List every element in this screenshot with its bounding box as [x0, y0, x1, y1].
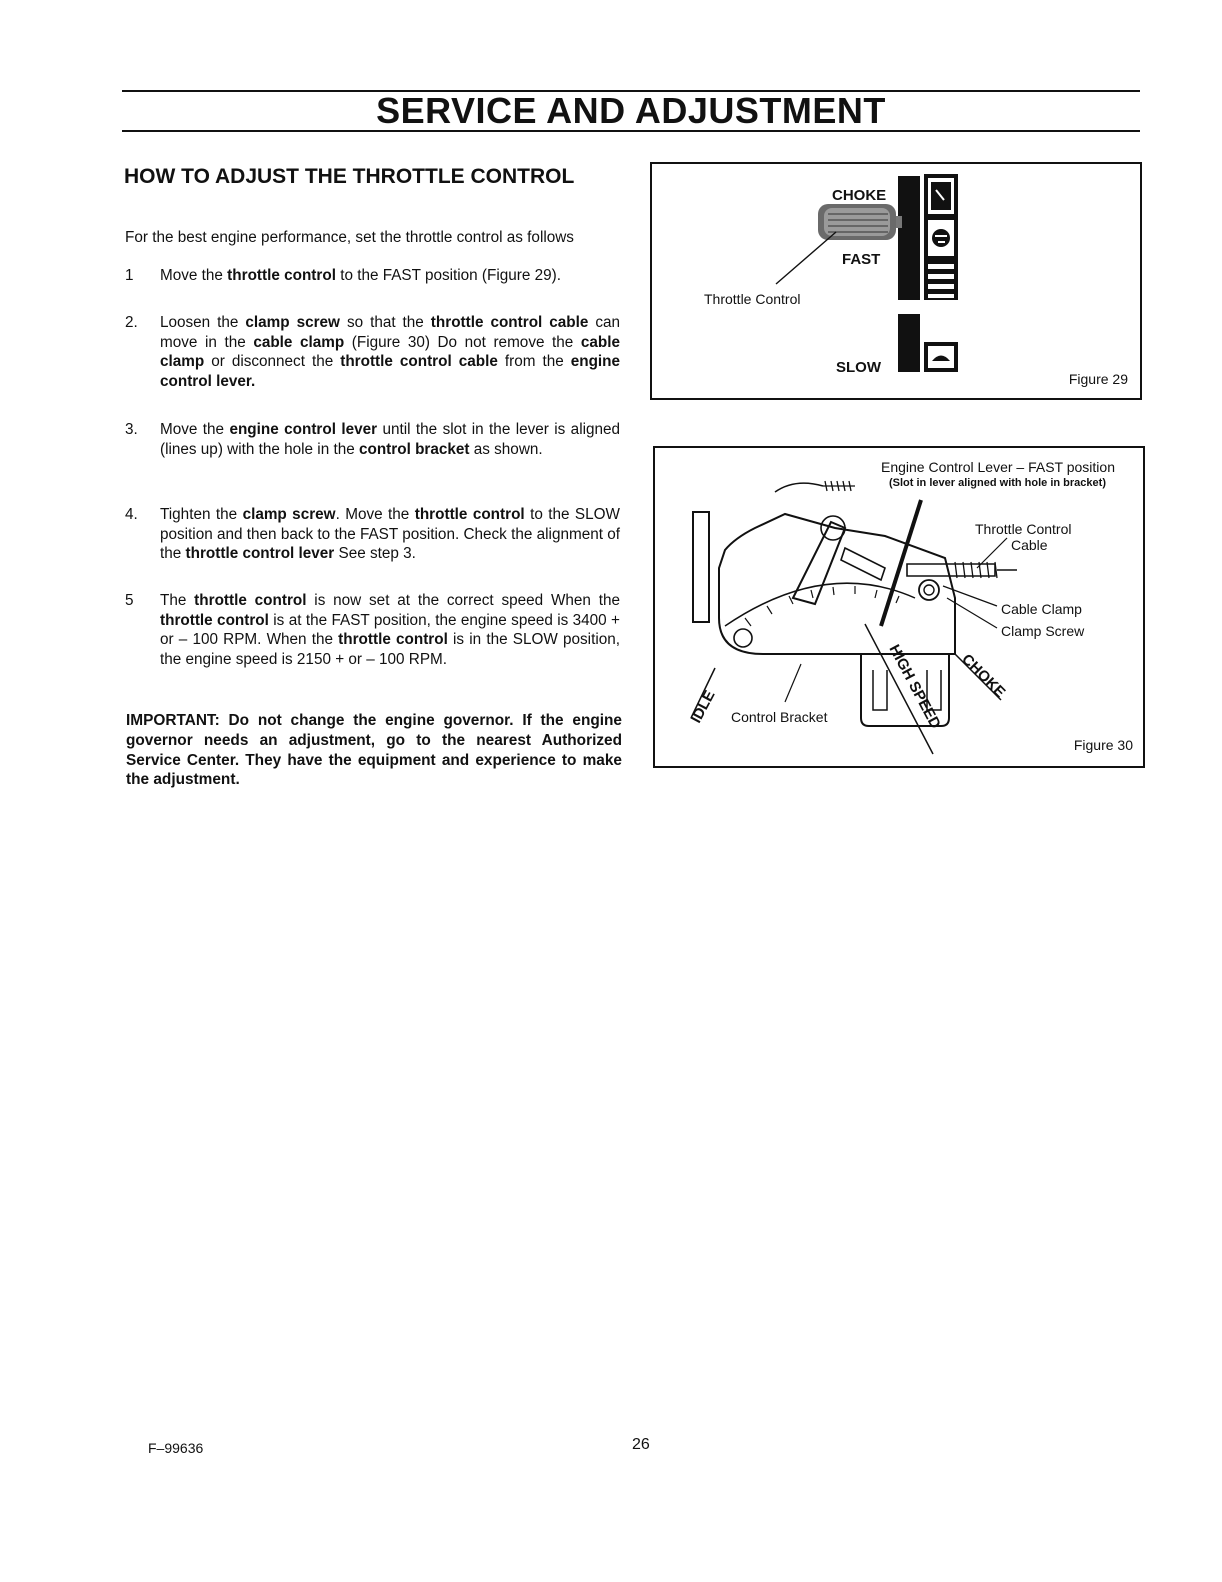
step-text: or disconnect the	[204, 353, 341, 371]
clamp-screw-icon	[919, 580, 939, 600]
clamp-screw-label: Clamp Screw	[1001, 623, 1085, 639]
emphasis-term: throttle control	[414, 506, 525, 523]
step-number: 5	[125, 592, 134, 609]
step-1	[125, 266, 620, 286]
step-text: to the SLOW position and then back to the FAST position. Check the alignment of the	[160, 506, 620, 563]
step-text: is in the SLOW position, the engine speed is 2150 + or – 100 RPM.	[160, 631, 620, 668]
step-text: See step 3.	[334, 545, 416, 563]
figure-30	[653, 446, 1145, 768]
high-speed-label: HIGH SPEED	[885, 641, 944, 732]
figure-30-caption: Figure 30	[1073, 737, 1133, 753]
idle-label: IDLE	[687, 687, 719, 726]
step-text: . Move the	[335, 506, 415, 523]
step-text: is at the FAST position, the engine speed is 3400 + or – 100 RPM. When the	[160, 611, 620, 649]
throttle-control-cable-label-2: Cable	[1011, 537, 1048, 553]
emphasis-term: clamp screw	[242, 506, 336, 523]
slow-label: SLOW	[836, 359, 881, 376]
step-text: (Figure 30) Do not remove the	[344, 333, 581, 351]
emphasis-term: engine control lever	[229, 421, 378, 438]
section-heading: HOW TO ADJUST THE THROTTLE CONTROL	[124, 165, 575, 188]
emphasis-term: throttle control	[338, 631, 448, 649]
emphasis-term: throttle control cable	[430, 314, 589, 331]
emphasis-term: cable clamp	[160, 333, 621, 371]
step-number: 3.	[125, 421, 138, 438]
intro-text: For the best engine performance, set the throttle control as follows	[125, 229, 574, 246]
step-body	[160, 420, 620, 459]
page-number: 26	[632, 1436, 650, 1453]
step-body	[160, 591, 620, 669]
step-number: 4.	[125, 506, 138, 523]
fast-label: FAST	[842, 251, 881, 268]
engine-control-lever-note: (Slot in lever aligned with hole in bracket)	[889, 477, 1106, 489]
important-notice: IMPORTANT: Do not change the engine governor. If the engine governor needs an adjustment, go to the nearest Authorized Service Center. They have the equipment and experience to make the adjustment.	[126, 712, 622, 789]
step-text: Move the	[160, 267, 228, 284]
emphasis-term: throttle control cable	[340, 353, 498, 371]
throttle-panel-illustration	[652, 164, 1140, 398]
figure-29	[650, 162, 1142, 400]
step-body	[160, 505, 620, 564]
header-rule-bottom	[122, 130, 1140, 132]
cable-clamp-label: Cable Clamp	[1001, 601, 1082, 617]
emphasis-term: clamp screw	[245, 314, 340, 331]
emphasis-term: throttle control lever	[185, 545, 335, 563]
leader-line	[776, 232, 836, 284]
step-text: until the slot in the lever is aligned (lines up) with the hole in the	[160, 421, 621, 458]
emphasis-term: throttle control	[227, 267, 336, 284]
step-text: to the FAST position (Figure 29).	[335, 267, 561, 284]
step-4	[125, 505, 620, 564]
throttle-control-label: Throttle Control	[704, 291, 801, 307]
step-body	[160, 266, 620, 286]
choke-band-label: CHOKE	[958, 650, 1009, 702]
step-text: from the	[497, 353, 571, 371]
step-body	[160, 313, 620, 391]
throttle-control-cable-label-1: Throttle Control	[975, 521, 1072, 537]
step-number: 2.	[125, 314, 138, 331]
engine-control-lever-label: Engine Control Lever – FAST position	[881, 459, 1115, 475]
step-text: as shown.	[469, 440, 543, 458]
choke-label: CHOKE	[832, 187, 887, 204]
carburetor-linkage-illustration	[655, 448, 1143, 766]
emphasis-term: engine control lever.	[160, 353, 621, 390]
step-text: Tighten the	[160, 506, 243, 523]
step-3	[125, 420, 620, 459]
step-text: is now set at the correct speed When the	[306, 592, 620, 609]
document-code: F–99636	[148, 1440, 204, 1456]
control-bracket-label: Control Bracket	[731, 709, 828, 725]
step-2	[125, 313, 620, 391]
step-5	[125, 591, 620, 669]
step-text: Loosen the	[160, 314, 246, 331]
emphasis-term: throttle control	[160, 611, 269, 629]
step-text: so that the	[339, 314, 431, 331]
figure-29-caption: Figure 29	[1068, 371, 1128, 387]
step-text: can move in the	[160, 314, 621, 351]
alignment-pointer	[881, 500, 921, 626]
step-text: Move the	[160, 421, 230, 438]
step-number: 1	[125, 267, 134, 284]
emphasis-term: control bracket	[358, 440, 470, 458]
page-title: SERVICE AND ADJUSTMENT	[376, 90, 886, 131]
emphasis-term: cable clamp	[253, 333, 345, 351]
step-text: The	[160, 592, 195, 609]
emphasis-term: throttle control	[194, 592, 307, 609]
